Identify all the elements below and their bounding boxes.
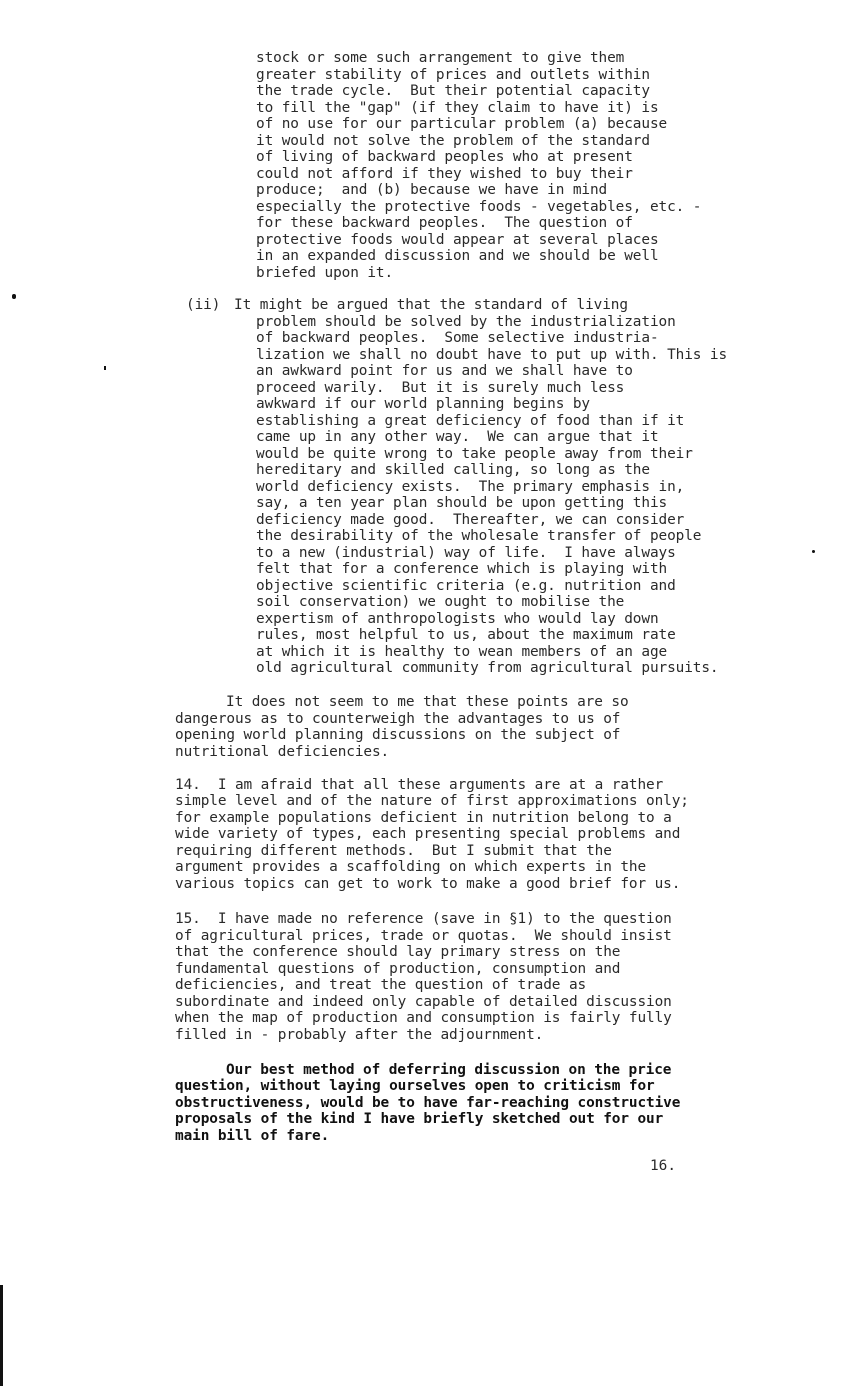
item-marker: (ii) bbox=[186, 297, 221, 313]
text-line: rules, most helpful to us, about the maximum rate bbox=[256, 627, 676, 643]
text-line: 15. I have made no reference (save in §1) to the question bbox=[175, 911, 672, 927]
text-line: 14. I am afraid that all these arguments are at a rather bbox=[175, 777, 664, 793]
text-line: in an expanded discussion and we should be well bbox=[256, 248, 659, 264]
text-line: dangerous as to counterweigh the advantages to us of bbox=[175, 711, 621, 727]
text-line: of no use for our particular problem (a) because bbox=[256, 116, 668, 132]
scan-edge-mark bbox=[0, 1285, 3, 1386]
text-line: of backward peoples. Some selective industria- bbox=[256, 330, 659, 346]
text-line: proceed warily. But it is surely much less bbox=[256, 380, 625, 396]
text-line: at which it is healthy to wean members of an age bbox=[256, 644, 668, 660]
text-line: It does not seem to me that these points are so bbox=[226, 694, 629, 710]
text-line: produce; and (b) because we have in mind bbox=[256, 182, 608, 198]
text-line: for example populations deficient in nutrition belong to a bbox=[175, 810, 672, 826]
text-line: Our best method of deferring discussion on the price bbox=[226, 1062, 672, 1078]
text-line: it would not solve the problem of the standard bbox=[256, 133, 650, 149]
text-line: came up in any other way. We can argue that it bbox=[256, 429, 659, 445]
scan-speck bbox=[12, 294, 16, 299]
text-line: felt that for a conference which is playing with bbox=[256, 561, 668, 577]
text-line: simple level and of the nature of first approximations only; bbox=[175, 793, 689, 809]
text-line: old agricultural community from agricultural pursuits. bbox=[256, 660, 719, 676]
text-line: briefed upon it. bbox=[256, 265, 394, 281]
text-line: deficiency made good. Thereafter, we can consider bbox=[256, 512, 685, 528]
text-line: soil conservation) we ought to mobilise the bbox=[256, 594, 625, 610]
text-line: obstructiveness, would be to have far-reaching constructive bbox=[175, 1095, 681, 1111]
text-line: proposals of the kind I have briefly sketched out for our bbox=[175, 1111, 664, 1127]
text-line: for these backward peoples. The question of bbox=[256, 215, 633, 231]
text-line: of agricultural prices, trade or quotas. We should insist bbox=[175, 928, 672, 944]
text-line: establishing a great deficiency of food than if it bbox=[256, 413, 685, 429]
text-line: world deficiency exists. The primary emphasis in, bbox=[256, 479, 685, 495]
text-line: that the conference should lay primary stress on the bbox=[175, 944, 621, 960]
text-line: greater stability of prices and outlets within bbox=[256, 67, 650, 83]
text-line: would be quite wrong to take people away from their bbox=[256, 446, 693, 462]
page-number: 16. bbox=[650, 1158, 676, 1174]
text-line: filled in - probably after the adjournment. bbox=[175, 1027, 544, 1043]
text-line: opening world planning discussions on the subject of bbox=[175, 727, 621, 743]
text-line: fundamental questions of production, consumption and bbox=[175, 961, 621, 977]
text-line: when the map of production and consumption is fairly fully bbox=[175, 1010, 672, 1026]
text-line: awkward if our world planning begins by bbox=[256, 396, 590, 412]
text-line: stock or some such arrangement to give them bbox=[256, 50, 625, 66]
text-line: It might be argued that the standard of living bbox=[234, 297, 628, 313]
text-line: especially the protective foods - vegetables, etc. - bbox=[256, 199, 702, 215]
text-line: lization we shall no doubt have to put up with. This is bbox=[256, 347, 728, 363]
text-line: subordinate and indeed only capable of detailed discussion bbox=[175, 994, 672, 1010]
text-line: question, without laying ourselves open to criticism for bbox=[175, 1078, 655, 1094]
text-line: deficiencies, and treat the question of trade as bbox=[175, 977, 587, 993]
text-line: objective scientific criteria (e.g. nutrition and bbox=[256, 578, 676, 594]
text-line: requiring different methods. But I submit that the bbox=[175, 843, 612, 859]
text-line: various topics can get to work to make a good brief for us. bbox=[175, 876, 681, 892]
text-line: to fill the "gap" (if they claim to have it) is bbox=[256, 100, 659, 116]
scan-speck bbox=[812, 550, 815, 553]
text-line: of living of backward peoples who at present bbox=[256, 149, 633, 165]
text-line: wide variety of types, each presenting special problems and bbox=[175, 826, 681, 842]
scan-speck bbox=[104, 366, 106, 370]
text-line: nutritional deficiencies. bbox=[175, 744, 390, 760]
text-line: expertism of anthropologists who would lay down bbox=[256, 611, 659, 627]
text-line: the trade cycle. But their potential capacity bbox=[256, 83, 650, 99]
text-line: problem should be solved by the industrialization bbox=[256, 314, 676, 330]
text-line: could not afford if they wished to buy their bbox=[256, 166, 633, 182]
text-line: an awkward point for us and we shall have to bbox=[256, 363, 633, 379]
text-line: the desirability of the wholesale transfer of people bbox=[256, 528, 702, 544]
text-line: hereditary and skilled calling, so long as the bbox=[256, 462, 650, 478]
text-line: argument provides a scaffolding on which experts in the bbox=[175, 859, 647, 875]
text-line: say, a ten year plan should be upon getting this bbox=[256, 495, 668, 511]
text-line: protective foods would appear at several places bbox=[256, 232, 659, 248]
text-line: main bill of fare. bbox=[175, 1128, 330, 1144]
text-line: to a new (industrial) way of life. I have always bbox=[256, 545, 676, 561]
